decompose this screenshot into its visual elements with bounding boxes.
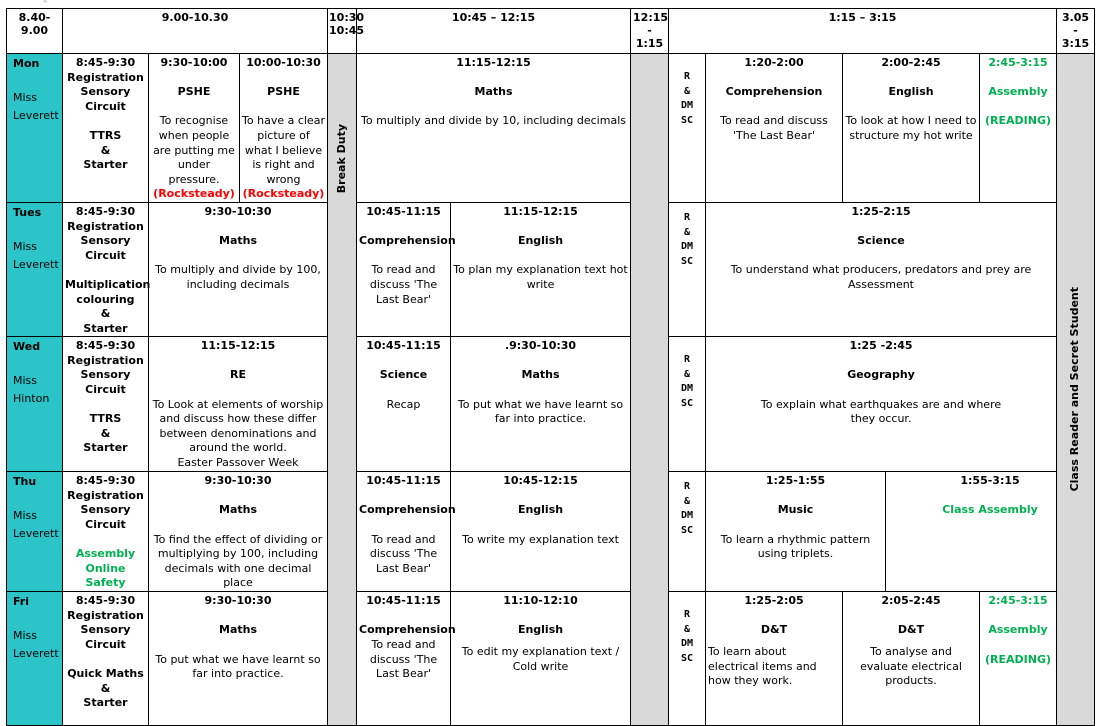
corner-mark: " (44, 0, 47, 7)
rdmsc-line: DM (680, 383, 694, 395)
lesson-objective: To learn about electrical items and how they work. (708, 645, 817, 688)
lesson-objective: To explain what earthquakes are and where they occur. (760, 397, 1002, 426)
teacher-title: Miss (13, 239, 38, 253)
teacher-name: Leverett (13, 257, 59, 271)
lesson-objective: To find the effect of dividing or multiplying by 100, including decimals with one decimal place (153, 532, 323, 590)
lesson-geography (706, 337, 1057, 472)
lesson-subject: English (517, 503, 564, 517)
row-tuesday (7, 202, 1095, 336)
lesson-line: Quick Maths (67, 667, 144, 681)
rdmsc-line: & (684, 495, 691, 507)
rdmsc-line: & (684, 85, 691, 97)
day-cell-tuesday (7, 202, 63, 336)
lesson-subject: Geography (847, 368, 915, 382)
rdmsc-line: SC (680, 398, 694, 410)
rdmsc-line: & (684, 226, 691, 238)
lesson-time: 8:45-9:30 (75, 339, 136, 353)
lesson-line: TTRS (89, 412, 122, 426)
lesson-note: (Rocksteady) (242, 187, 325, 201)
lesson-note: (READING) (985, 652, 1052, 666)
lesson-objective: To put what we have learnt so far into practice. (457, 397, 624, 426)
rdmsc-line: SC (680, 255, 694, 267)
lesson-objective: To read and discuss 'The Last Bear' (720, 114, 828, 142)
lesson-line: Starter (83, 158, 128, 172)
side-label: Class Reader and Secret Student (1068, 287, 1082, 492)
lesson-line: Registration (67, 608, 144, 622)
rdmsc-cell (669, 202, 706, 336)
day-cell-wednesday (7, 337, 63, 472)
day-name: Wed (13, 340, 41, 354)
lesson-subject: Maths (474, 85, 513, 99)
lesson-note: Easter Passover Week (177, 456, 299, 470)
lesson-music (706, 472, 886, 592)
rdmsc-line: SC (680, 653, 694, 665)
lesson-subject: RE (230, 368, 246, 382)
lesson-line: Registration (67, 488, 144, 502)
lesson-line: & (100, 426, 111, 440)
lesson-time: 2:45-3:15 (988, 56, 1048, 69)
row-thursday (7, 472, 1095, 592)
lesson-line: Sensory Circuit (80, 234, 131, 262)
lesson-time: 11:15-12:15 (503, 204, 578, 218)
lesson-subject: PSHE (177, 85, 211, 99)
header-time-start: 8.40- 9.00 (7, 9, 63, 54)
lesson-objective: To read and discuss 'The Last Bear' (369, 638, 438, 681)
lesson-time: 11:15-12:15 (200, 339, 276, 353)
rdmsc-line: SC (680, 114, 694, 126)
lesson-line: Assembly (75, 547, 136, 561)
lesson-time: 10:45-11:15 (366, 339, 441, 353)
lesson-dt-2 (843, 592, 980, 726)
lesson-time: 9:30-10:30 (204, 594, 272, 608)
lesson-subject: D&T (760, 623, 788, 637)
rdmsc-line: R (684, 71, 691, 82)
lesson-english (843, 54, 980, 203)
lesson-subject: Assembly (988, 85, 1048, 99)
teacher-title: Miss (13, 373, 38, 387)
lesson-objective: To recognise when people are putting me under pressure. (153, 114, 235, 186)
rdmsc-line: DM (680, 100, 694, 112)
lesson-time: 10:45-12:15 (503, 474, 578, 488)
rdmsc-cell (669, 54, 706, 203)
lesson-english (451, 202, 631, 336)
lesson-line: Online Safety (85, 561, 126, 590)
teacher-title: Miss (13, 90, 38, 104)
rdmsc-cell (669, 337, 706, 472)
lesson-line: Starter (83, 696, 128, 710)
lesson-registration (63, 472, 149, 592)
lesson-time: 8:45-9:30 (75, 594, 136, 608)
lesson-line: & (100, 307, 111, 321)
lesson-subject: Maths (219, 234, 258, 248)
teacher-name: Leverett (13, 108, 59, 122)
lesson-time: 9:30-10:30 (204, 204, 272, 218)
lesson-time: 2:00-2:45 (881, 56, 941, 69)
lesson-dt-1 (706, 592, 843, 726)
lesson-line: TTRS (89, 128, 122, 142)
lesson-subject: Maths (219, 503, 258, 517)
break-duty-label: Break Duty (334, 123, 348, 193)
lesson-time: 9:30-10:00 (160, 56, 228, 69)
lesson-line: Sensory Circuit (80, 623, 131, 652)
lesson-registration (63, 592, 149, 726)
lesson-subject: Comprehension (359, 503, 456, 517)
lesson-line: Starter (83, 441, 128, 455)
lesson-objective: To multiply and divide by 10, including decimals (361, 114, 626, 128)
lesson-maths (149, 472, 328, 592)
lesson-time: 11:15-12:15 (456, 56, 531, 69)
lesson-subject: D&T (897, 623, 925, 637)
lesson-objective: To look at how I need to structure my hot write (845, 114, 977, 142)
header-time-end: 3.05 - 3:15 (1057, 9, 1095, 54)
lesson-subject: PSHE (267, 85, 300, 99)
row-wednesday (7, 337, 1095, 472)
lesson-subject: Class Assembly (942, 503, 1038, 517)
rdmsc-line: DM (680, 638, 694, 650)
day-name: Fri (13, 595, 30, 609)
day-cell-thursday (7, 472, 63, 592)
header-time-break: 10:30 10:45 (328, 9, 357, 54)
lesson-time: 1:20-2:00 (744, 56, 804, 69)
lesson-subject: Assembly (988, 623, 1048, 637)
lesson-time: 2:45-3:15 (988, 594, 1048, 608)
lesson-line: & (100, 143, 111, 157)
lesson-objective: To plan my explanation text hot write (453, 263, 628, 291)
rdmsc-line: R (684, 609, 691, 621)
lesson-line: Registration (67, 219, 144, 233)
lesson-objective: To put what we have learnt so far into practice. (155, 652, 321, 681)
rdmsc-line: R (684, 481, 691, 493)
teacher-title: Miss (13, 508, 38, 522)
row-monday (7, 54, 1095, 203)
lesson-science (357, 337, 451, 472)
lesson-time: 8:45-9:30 (75, 474, 136, 488)
day-name: Thu (13, 475, 37, 489)
lesson-line: Multiplication colouring (65, 277, 151, 306)
lesson-time: 10:00-10:30 (246, 56, 321, 69)
lesson-line: Registration (67, 353, 144, 367)
lesson-time: 8:45-9:30 (75, 56, 136, 69)
lesson-time: 1:55-3:15 (960, 474, 1020, 488)
lesson-subject: English (517, 234, 564, 248)
lesson-maths (451, 337, 631, 472)
lesson-english (451, 592, 631, 726)
lesson-time: 10:45-11:15 (366, 474, 441, 488)
day-cell-friday (7, 592, 63, 726)
rdmsc-line: & (684, 623, 691, 635)
lesson-maths (149, 592, 328, 726)
teacher-title: Miss (13, 628, 38, 642)
lesson-time: 1:25-2:05 (744, 594, 804, 608)
lesson-objective: To edit my explanation text / Cold write (461, 645, 620, 673)
lesson-objective: To read and discuss 'The Last Bear' (369, 532, 438, 575)
lesson-line: Sensory Circuit (80, 85, 131, 113)
lesson-registration (63, 337, 149, 472)
rdmsc-line: & (684, 368, 691, 380)
lesson-objective: To have a clear picture of what I believe is right and wrong (242, 114, 325, 186)
lesson-pshe-1 (149, 54, 240, 203)
lesson-objective: To learn a rhythmic pattern using triplets. (720, 532, 871, 561)
lesson-objective: To Look at elements of worship and discuss how these differ between denominations and around the world. (152, 397, 324, 455)
lesson-maths (357, 54, 631, 203)
rdmsc-line: SC (680, 525, 694, 537)
lesson-subject: Maths (521, 368, 560, 382)
lesson-time: 1:25-2:15 (851, 204, 911, 218)
lesson-comprehension (706, 54, 843, 203)
lesson-time: 1:25-1:55 (765, 474, 826, 488)
row-friday (7, 592, 1095, 726)
header-row (7, 9, 1095, 54)
lesson-objective: To analyse and evaluate electrical products. (860, 645, 962, 688)
lesson-objective: To write my explanation text (462, 532, 619, 546)
lesson-assembly (980, 54, 1057, 203)
header-time-afternoon: 1:15 – 3:15 (669, 9, 1057, 54)
rdmsc-line: R (684, 354, 691, 366)
rdmsc-line: R (684, 211, 691, 223)
lesson-subject: English (888, 85, 934, 99)
teacher-name: Leverett (13, 526, 59, 540)
lesson-subject: Comprehension (359, 234, 456, 248)
lesson-subject: Science (857, 234, 905, 248)
rdmsc-line: DM (680, 241, 694, 253)
lesson-assembly (980, 592, 1057, 726)
rdmsc-line: DM (680, 510, 694, 522)
lesson-time: 10:45-11:15 (366, 594, 441, 608)
rdmsc-cell (669, 592, 706, 726)
lesson-time: 1:25 -2:45 (849, 339, 913, 353)
lesson-line: Sensory Circuit (80, 368, 131, 397)
lesson-note: (READING) (985, 114, 1052, 128)
lesson-objective: Recap (386, 397, 421, 411)
lesson-subject: Comprehension (725, 85, 823, 99)
lesson-line: Sensory Circuit (80, 503, 131, 532)
teacher-name: Leverett (13, 646, 59, 660)
break-duty-column (328, 54, 357, 726)
lesson-line: Registration (67, 70, 144, 84)
lesson-comprehension (357, 202, 456, 336)
day-cell-monday (7, 54, 63, 203)
header-time-morning: 9.00-10.30 (63, 9, 328, 54)
lesson-objective: To read and discuss 'The Last Bear' (369, 263, 438, 306)
timetable (6, 8, 1095, 726)
lesson-note: (Rocksteady) (153, 187, 235, 201)
header-time-lunch: 12:15 - 1:15 (631, 9, 669, 54)
lesson-comprehension (357, 472, 456, 592)
lesson-subject: Music (777, 503, 814, 517)
lesson-comprehension (357, 592, 456, 726)
lesson-time: .9:30-10:30 (504, 339, 577, 353)
lesson-re (149, 337, 328, 472)
rdmsc-cell (669, 472, 706, 592)
side-label-column (1057, 54, 1095, 726)
lunch-column (631, 54, 669, 726)
lesson-subject: Science (379, 368, 428, 382)
lesson-registration (63, 54, 149, 203)
lesson-registration (63, 202, 149, 336)
lesson-time: 9:30-10:30 (204, 474, 272, 488)
lesson-objective: To multiply and divide by 100, including decimals (155, 263, 321, 291)
lesson-line: & (100, 681, 111, 695)
lesson-line: Starter (83, 321, 128, 335)
lesson-pshe-2 (240, 54, 328, 203)
lesson-time: 10:45-11:15 (366, 204, 441, 218)
lesson-subject: Maths (219, 623, 258, 637)
day-name: Mon (13, 57, 40, 70)
lesson-class-assembly (886, 472, 1095, 592)
lesson-english (451, 472, 631, 592)
day-name: Tues (13, 205, 42, 219)
lesson-objective: To understand what producers, predators and prey are Assessment (730, 263, 1032, 291)
lesson-subject: Comprehension (359, 623, 456, 637)
lesson-time: 11:10-12:10 (503, 594, 578, 608)
lesson-maths (149, 202, 328, 336)
header-time-late-morning: 10:45 – 12:15 (357, 9, 631, 54)
lesson-subject: English (517, 623, 564, 637)
lesson-time: 8:45-9:30 (75, 204, 136, 218)
lesson-time: 2:05-2:45 (881, 594, 941, 608)
teacher-name: Hinton (13, 391, 50, 405)
lesson-science (706, 202, 1057, 336)
